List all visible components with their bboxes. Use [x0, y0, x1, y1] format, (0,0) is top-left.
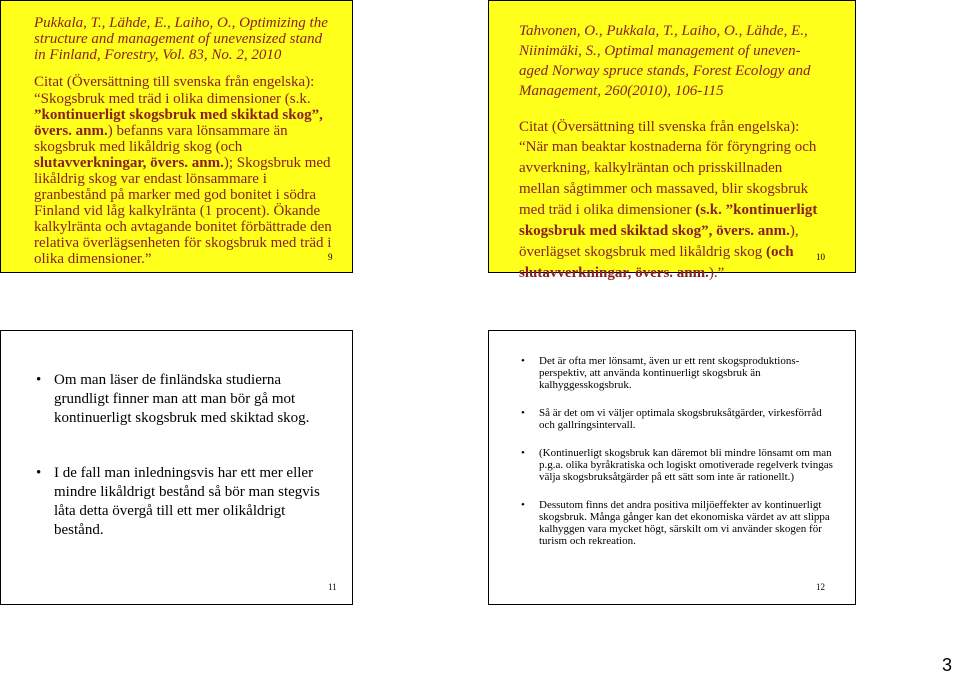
list-item: • Det är ofta mer lönsamt, även ur ett rent skogsproduktions-perspektiv, att använda kontinuerligt skogsbruk än kalhyggesskogsbruk.: [519, 355, 837, 391]
quote-text: [34, 91, 342, 267]
slide-11: [0, 330, 353, 605]
quote-line: ) befanns vara lönsammare än: [107, 123, 288, 139]
quote-line: överlägset skogsbruk med likåldrig skog: [519, 244, 767, 260]
page-number: 3: [941, 655, 952, 675]
citat-heading: Citat (Översättning till svenska från engelska):: [34, 74, 315, 90]
quote-line: ); Skogsbruk med: [223, 155, 331, 171]
bullet-list: [34, 371, 338, 540]
quote-line: olika dimensioner.”: [34, 251, 152, 267]
reference: [519, 21, 845, 101]
ref-line: Niinimäki, S., Optimal management of uneven-: [519, 43, 801, 59]
quote-line: “När man beaktar kostnaderna för föryngring och: [519, 139, 817, 155]
quote-line: ),: [789, 223, 799, 239]
ref-line: aged Norway spruce stands, Forest Ecology and: [519, 63, 811, 79]
quote-line: “Skogsbruk med träd i olika dimensioner (s.k.: [34, 91, 311, 107]
quote-line: med träd i olika dimensioner: [519, 202, 696, 218]
quote-line: (s.k. ”kontinuerligt: [695, 202, 818, 218]
quote-line: kalkylränta och avtagande bonitet förbättrade den: [34, 219, 332, 235]
slide-number: 12: [816, 582, 825, 592]
ref-line: structure and management of unevensized stand: [34, 31, 323, 47]
quote-line: granbestånd på marker med god bonitet i södra: [34, 187, 316, 203]
slide-number: 10: [816, 252, 825, 262]
quote-line: (och: [766, 244, 794, 260]
quote-line: slutavverkningar, övers. anm.: [34, 155, 224, 171]
quote-line: ”kontinuerligt skogsbruk med skiktad skog”,: [34, 107, 323, 123]
slide-number: 11: [328, 582, 337, 592]
quote-line: övers. anm.: [34, 123, 108, 139]
quote-text: [519, 137, 845, 284]
quote-line: skogsbruk med skiktad skog”, övers. anm.: [519, 223, 790, 239]
slide-12: [488, 330, 856, 605]
ref-line: Tahvonen, O., Pukkala, T., Laiho, O., Lähde, E.,: [519, 23, 808, 39]
bullet-list: [519, 355, 837, 547]
quote-line: likåldrig skog var endast lönsammare i: [34, 171, 267, 187]
citat-heading: Citat (Översättning till svenska från engelska):: [519, 119, 800, 135]
ref-line: Pukkala, T., Lähde, E., Laiho, O., Optimizing the: [34, 15, 328, 31]
list-item: • Dessutom finns det andra positiva miljöeffekter av kontinuerligt skogsbruk. Många gånger kan det ekonomiska värdet av att slippa kalhyggen vara mycket högt, särskilt om vi använder skogen för turism och rekreation.: [519, 499, 837, 547]
quote-line: relativa överlägsenheten för skogsbruk med träd i: [34, 235, 332, 251]
list-item: • I de fall man inledningsvis har ett mer eller mindre likåldrigt bestånd så bör man stegvis låta detta övergå till ett mer olikåldrigt bestånd.: [34, 464, 338, 540]
quote-line: mellan sågtimmer och massaved, blir skogsbruk: [519, 181, 809, 197]
quote-line: avverkning, kalkylräntan och prisskillnaden: [519, 160, 783, 176]
list-item: • Om man läser de finländska studierna grundligt finner man att man bör gå mot kontinuerligt skogsbruk med skiktad skog.: [34, 371, 338, 428]
quote-line: ).”: [708, 265, 725, 281]
ref-line: in Finland, Forestry, Vol. 83, No. 2, 2010: [34, 47, 282, 63]
quote-line: skogsbruk med likåldrig skog (och: [34, 139, 243, 155]
slide-10: [488, 0, 856, 281]
slide-9: [0, 0, 353, 273]
slide-number: 9: [328, 252, 333, 262]
quote-line: Finland vid låg kalkylränta (1 procent). Ökande: [34, 203, 321, 219]
ref-line: Management, 260(2010), 106-115: [519, 83, 724, 99]
list-item: • Så är det om vi väljer optimala skogsbruksåtgärder, virkesförråd och gallringsintervall.: [519, 407, 837, 431]
quote-line: slutavverkningar, övers. anm.: [519, 265, 709, 281]
reference: [34, 15, 342, 63]
list-item: • (Kontinuerligt skogsbruk kan däremot bli mindre lönsamt om man p.g.a. olika byråkratiska och logiskt omotiverade regelverk tvingas välja skogsbruksåtgärder på ett sätt som inte är rationellt.): [519, 447, 837, 483]
